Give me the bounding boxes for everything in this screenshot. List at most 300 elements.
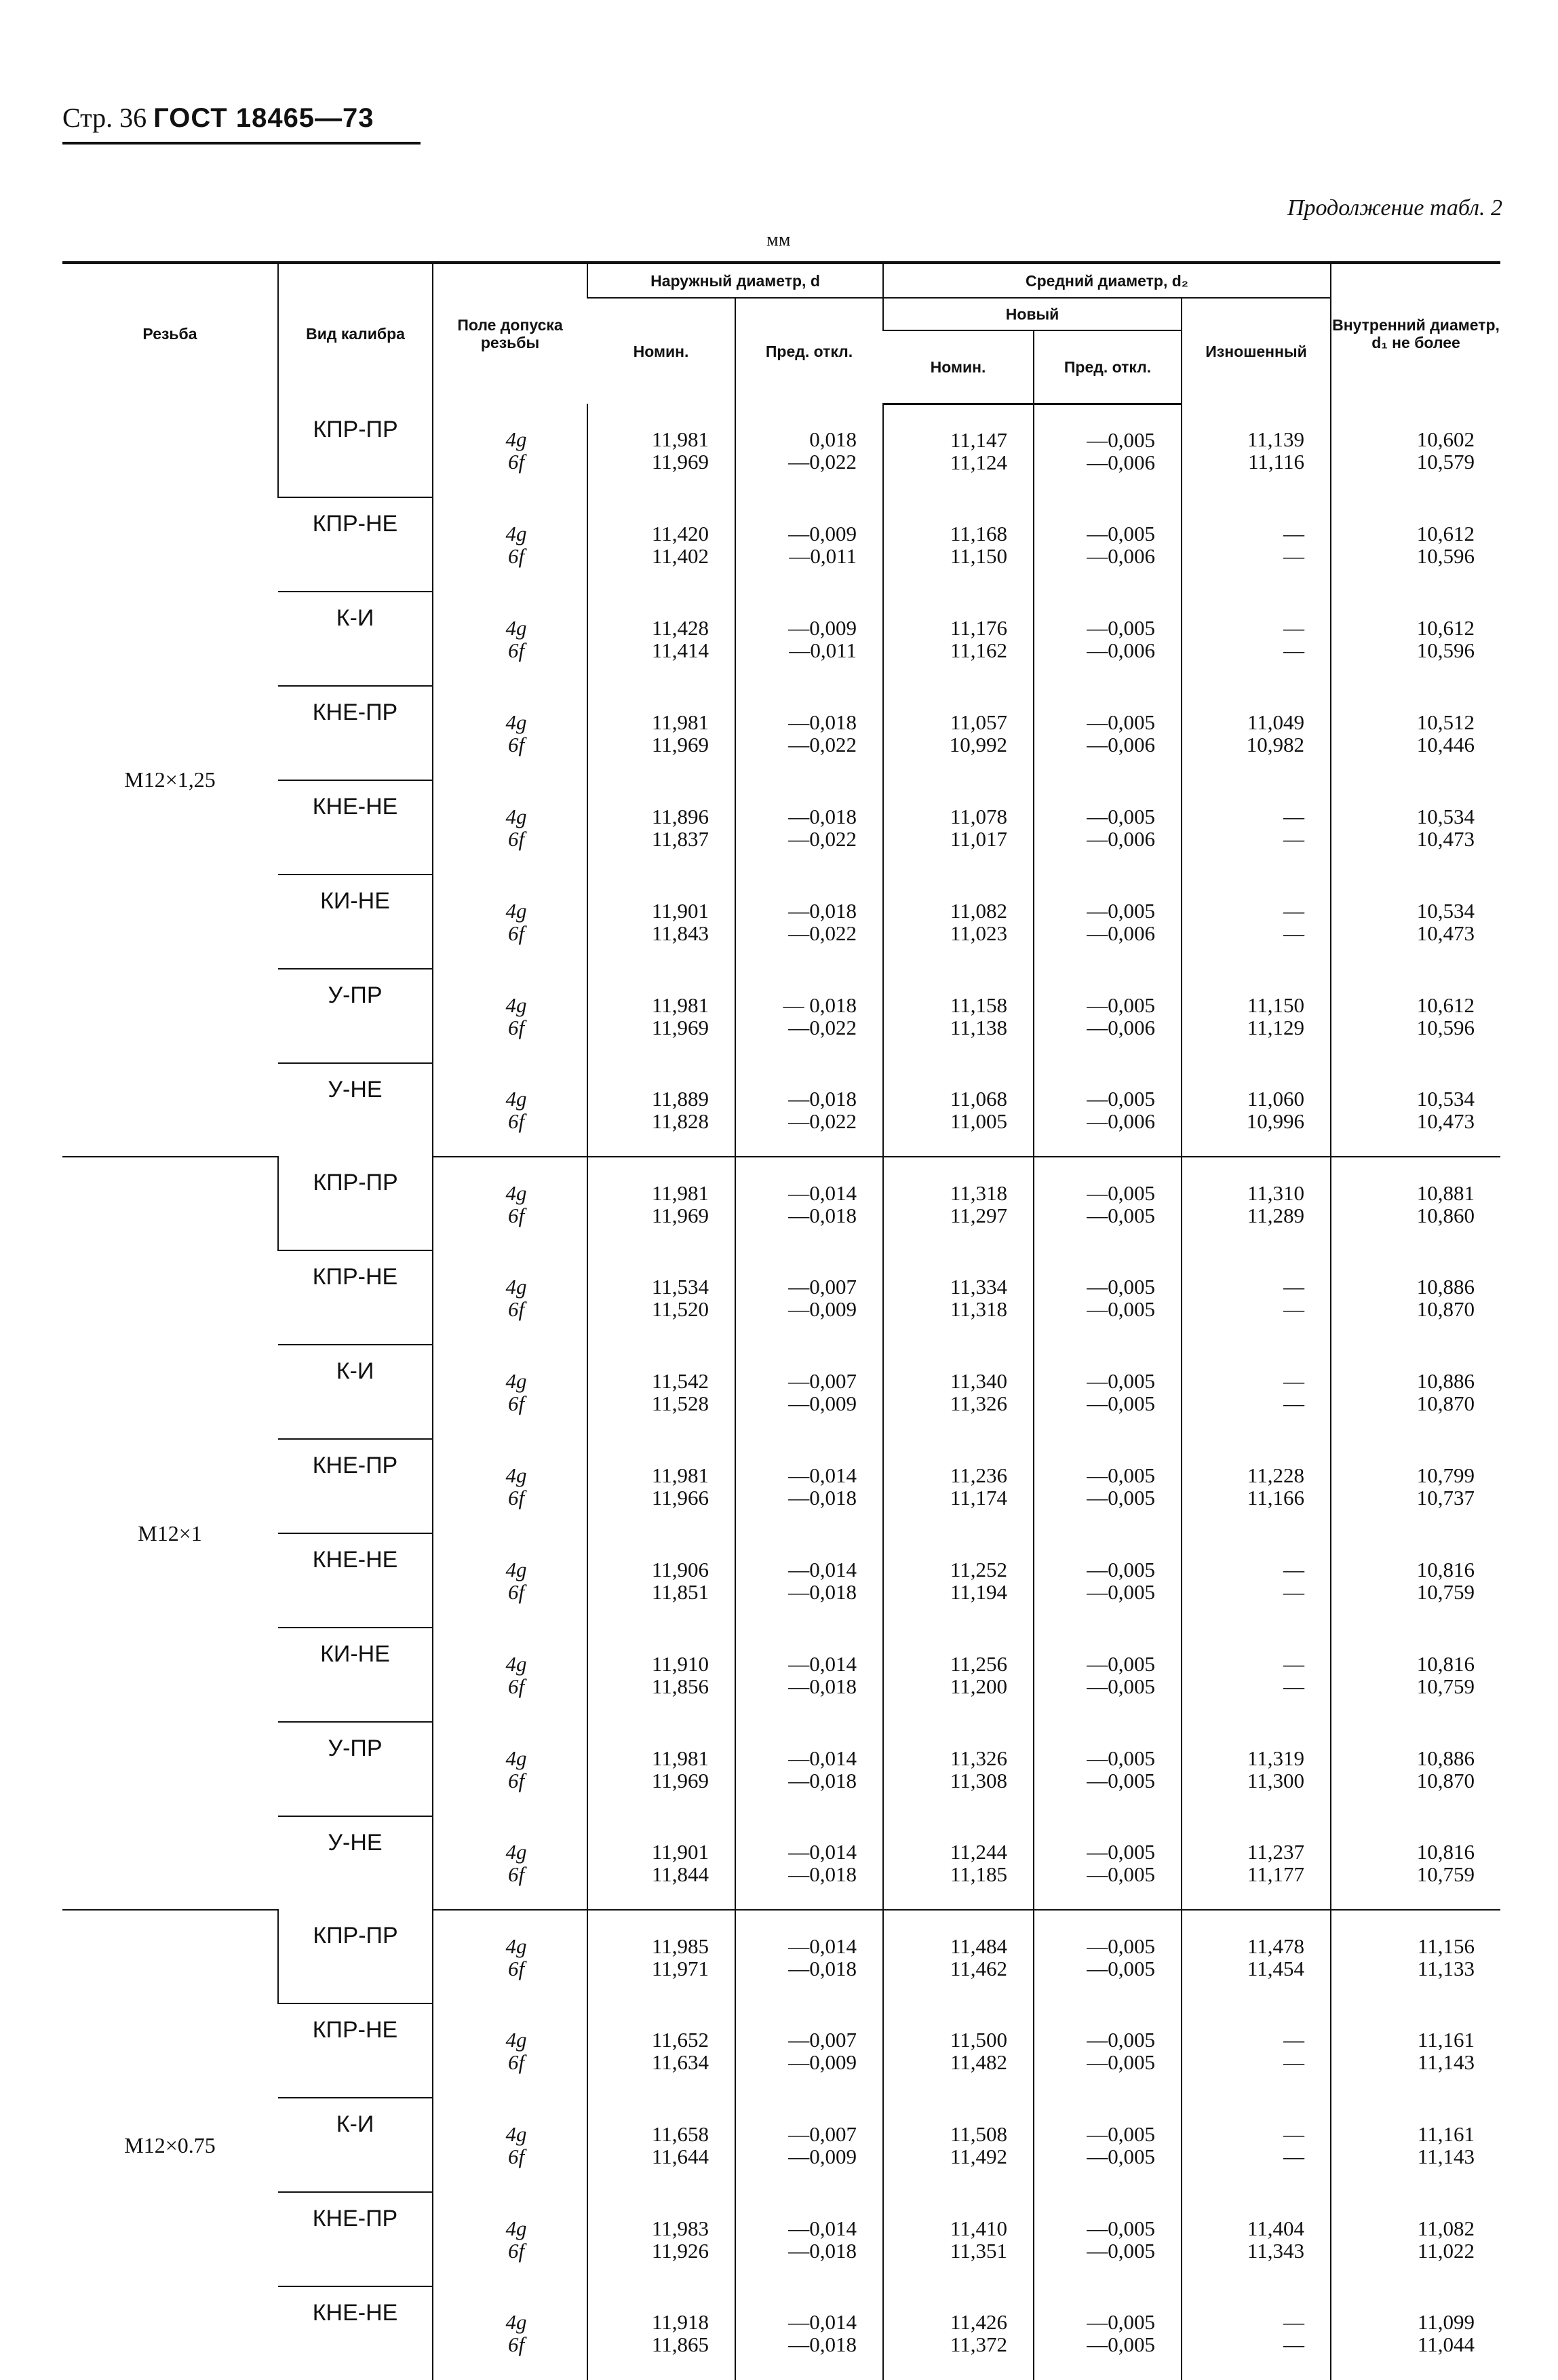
inner-diameter-value: 10,534 xyxy=(1416,1086,1475,1111)
pitch-nominal-cell xyxy=(883,1910,1034,2003)
tolerance-field-value: 6f xyxy=(507,450,525,474)
pitch-deviation-value: —0,005 xyxy=(1087,1086,1156,1111)
tolerance-field-value: 6f xyxy=(507,638,525,662)
pitch-deviation-cell xyxy=(1034,2003,1182,2098)
inner-diameter-value: 10,737 xyxy=(1416,1485,1475,1510)
outer-nominal-cell xyxy=(587,1910,735,2003)
header-outer-diameter: Наружный диаметр, d xyxy=(587,263,883,298)
pitch-deviation-value: —0,005 xyxy=(1087,1368,1156,1393)
pitch-worn-value: — xyxy=(1283,543,1305,568)
inner-diameter-value: 11,161 xyxy=(1417,2122,1475,2146)
pitch-worn-cell xyxy=(1182,1816,1331,1910)
outer-deviation-cell xyxy=(735,2192,883,2286)
header-worn: Изношенный xyxy=(1182,298,1331,404)
pitch-worn-value: 11,343 xyxy=(1247,2238,1305,2263)
outer-deviation-value: —0,018 xyxy=(788,1674,857,1698)
pitch-worn-value: — xyxy=(1283,826,1305,851)
pitch-deviation-value: —0,005 xyxy=(1087,1579,1156,1604)
outer-nominal-value: 11,658 xyxy=(651,2122,709,2146)
inner-diameter-cell xyxy=(1331,2098,1500,2192)
gauge-type-cell: У-НЕ xyxy=(278,1816,433,1910)
header-pitch-diameter: Средний диаметр, d₂ xyxy=(883,263,1331,298)
inner-diameter-value: 10,799 xyxy=(1416,1463,1475,1487)
tolerance-field-value: 4g xyxy=(505,2027,527,2052)
table-row xyxy=(62,497,1500,592)
outer-nominal-value: 11,901 xyxy=(651,898,709,923)
outer-nominal-value: 11,981 xyxy=(651,427,709,451)
tolerance-field-value: 4g xyxy=(505,1746,527,1770)
page-header xyxy=(62,102,421,145)
outer-deviation-value: —0,018 xyxy=(788,898,857,923)
tolerance-field-cell xyxy=(433,592,587,686)
table-row xyxy=(62,875,1500,969)
outer-deviation-value: —0,014 xyxy=(788,1651,857,1676)
inner-diameter-value: 11,156 xyxy=(1417,1934,1475,1958)
tolerance-field-value: 6f xyxy=(507,732,525,756)
pitch-worn-value: 11,049 xyxy=(1247,710,1305,734)
thread-designation: M12×1 xyxy=(62,1157,278,1910)
inner-diameter-cell xyxy=(1331,1250,1500,1345)
pitch-nominal-cell xyxy=(883,780,1034,875)
outer-nominal-value: 11,969 xyxy=(651,732,709,756)
tolerance-field-value: 4g xyxy=(505,804,527,828)
pitch-nominal-cell xyxy=(883,2192,1034,2286)
table-row xyxy=(62,2098,1500,2192)
pitch-deviation-cell xyxy=(1034,1816,1182,1910)
tolerance-field-value: 4g xyxy=(505,2310,527,2334)
pitch-worn-cell xyxy=(1182,1157,1331,1250)
outer-nominal-value: 11,644 xyxy=(651,2144,709,2168)
outer-deviation-value: —0,007 xyxy=(788,2122,857,2146)
tolerance-field-value: 4g xyxy=(505,1463,527,1487)
tolerance-field-cell xyxy=(433,686,587,780)
outer-deviation-cell xyxy=(735,404,883,497)
pitch-deviation-cell xyxy=(1034,2286,1182,2380)
pitch-nominal-value: 11,168 xyxy=(950,521,1008,545)
inner-diameter-cell xyxy=(1331,404,1500,497)
pitch-nominal-value: 11,351 xyxy=(950,2238,1008,2263)
pitch-deviation-value: —0,006 xyxy=(1087,921,1156,945)
pitch-deviation-cell xyxy=(1034,1157,1182,1250)
outer-deviation-cell xyxy=(735,780,883,875)
pitch-deviation-cell xyxy=(1034,497,1182,592)
tolerance-field-value: 4g xyxy=(505,1839,527,1864)
outer-nominal-value: 11,985 xyxy=(651,1934,709,1958)
tolerance-field-value: 6f xyxy=(507,2238,525,2263)
inner-diameter-value: 10,596 xyxy=(1416,543,1475,568)
tolerance-field-value: 6f xyxy=(507,1862,525,1886)
outer-nominal-value: 11,402 xyxy=(651,543,709,568)
page-number: Стр. 36 xyxy=(62,102,147,133)
pitch-deviation-value: —0,005 xyxy=(1087,710,1156,734)
tolerance-field-value: 4g xyxy=(505,1651,527,1676)
outer-nominal-value: 11,851 xyxy=(651,1579,709,1604)
inner-diameter-value: 10,816 xyxy=(1416,1651,1475,1676)
gauge-type-cell: У-ПР xyxy=(278,969,433,1063)
tolerance-field-cell xyxy=(433,875,587,969)
tolerance-field-value: 4g xyxy=(505,1557,527,1581)
outer-deviation-cell xyxy=(735,1722,883,1816)
pitch-nominal-value: 11,082 xyxy=(950,898,1008,923)
pitch-nominal-value: 11,508 xyxy=(950,2122,1008,2146)
pitch-deviation-cell xyxy=(1034,875,1182,969)
pitch-worn-value: 10,996 xyxy=(1246,1109,1305,1133)
tolerance-field-value: 4g xyxy=(505,1181,527,1205)
outer-nominal-value: 11,926 xyxy=(651,2238,709,2263)
tolerance-field-value: 4g xyxy=(505,1368,527,1393)
outer-deviation-value: —0,018 xyxy=(788,710,857,734)
pitch-nominal-value: 11,484 xyxy=(950,1934,1008,1958)
tolerance-field-cell xyxy=(433,2098,587,2192)
pitch-deviation-cell xyxy=(1034,404,1182,497)
outer-deviation-cell xyxy=(735,1910,883,2003)
outer-deviation-value: —0,022 xyxy=(788,1015,857,1039)
pitch-worn-cell xyxy=(1182,1063,1331,1157)
pitch-nominal-value: 11,194 xyxy=(950,1579,1008,1604)
pitch-worn-value: 11,060 xyxy=(1247,1086,1305,1111)
pitch-deviation-cell xyxy=(1034,1628,1182,1722)
gauge-type-cell: К-И xyxy=(278,592,433,686)
pitch-deviation-value: —0,005 xyxy=(1087,2144,1156,2168)
pitch-worn-value: — xyxy=(1283,615,1305,640)
pitch-nominal-value: 11,017 xyxy=(950,826,1008,851)
inner-diameter-value: 11,143 xyxy=(1417,2050,1475,2074)
inner-diameter-cell xyxy=(1331,592,1500,686)
outer-deviation-value: —0,014 xyxy=(788,1463,857,1487)
outer-nominal-value: 11,865 xyxy=(651,2333,709,2356)
outer-nominal-cell xyxy=(587,1533,735,1628)
outer-nominal-value: 11,634 xyxy=(651,2050,709,2074)
tolerance-field-value: 6f xyxy=(507,921,525,945)
table-row xyxy=(62,1816,1500,1910)
inner-diameter-value: 10,870 xyxy=(1416,1297,1475,1321)
inner-diameter-value: 10,473 xyxy=(1416,826,1475,851)
pitch-nominal-value: 11,462 xyxy=(950,1956,1008,1980)
pitch-worn-value: 11,150 xyxy=(1247,993,1305,1017)
pitch-worn-value: — xyxy=(1283,1674,1305,1698)
pitch-nominal-cell xyxy=(883,969,1034,1063)
outer-deviation-value: —0,009 xyxy=(788,615,857,640)
header-outer-deviation: Пред. откл. xyxy=(735,298,883,404)
pitch-nominal-value: 11,068 xyxy=(950,1086,1008,1111)
outer-deviation-value: —0,014 xyxy=(788,1557,857,1581)
outer-deviation-value: —0,022 xyxy=(788,1109,857,1133)
outer-deviation-value: —0,018 xyxy=(788,1579,857,1604)
outer-nominal-cell xyxy=(587,1345,735,1439)
thread-designation: M12×0.75 xyxy=(62,1910,278,2380)
pitch-deviation-cell xyxy=(1034,780,1182,875)
outer-nominal-cell xyxy=(587,592,735,686)
inner-diameter-cell xyxy=(1331,1533,1500,1628)
outer-nominal-value: 11,428 xyxy=(651,615,709,640)
pitch-nominal-value: 11,124 xyxy=(950,450,1008,474)
outer-nominal-value: 11,918 xyxy=(651,2310,709,2334)
outer-deviation-value: —0,011 xyxy=(789,543,857,568)
pitch-worn-value: 11,177 xyxy=(1247,1862,1305,1886)
pitch-worn-value: 11,228 xyxy=(1247,1463,1305,1487)
inner-diameter-cell xyxy=(1331,1439,1500,1533)
outer-deviation-value: —0,022 xyxy=(788,732,857,756)
pitch-worn-value: — xyxy=(1283,2333,1305,2356)
pitch-worn-cell xyxy=(1182,969,1331,1063)
pitch-worn-value: 11,166 xyxy=(1247,1485,1305,1510)
inner-diameter-value: 10,860 xyxy=(1416,1203,1475,1227)
outer-deviation-cell xyxy=(735,1439,883,1533)
outer-deviation-cell xyxy=(735,686,883,780)
pitch-worn-value: — xyxy=(1283,2027,1305,2052)
outer-nominal-value: 11,534 xyxy=(651,1274,709,1299)
pitch-worn-value: — xyxy=(1283,1579,1305,1604)
outer-deviation-value: —0,018 xyxy=(788,2238,857,2263)
pitch-worn-value: — xyxy=(1283,2310,1305,2334)
inner-diameter-value: 10,512 xyxy=(1416,710,1475,734)
pitch-worn-value: 11,129 xyxy=(1247,1015,1305,1039)
gauge-type-cell: КПР-НЕ xyxy=(278,1250,433,1345)
pitch-deviation-value: —0,005 xyxy=(1087,2050,1156,2074)
tolerance-field-value: 6f xyxy=(507,2144,525,2168)
outer-nominal-value: 11,981 xyxy=(651,710,709,734)
outer-deviation-value: —0,009 xyxy=(788,1297,857,1321)
tolerance-field-value: 6f xyxy=(507,1203,525,1227)
outer-deviation-value: —0,018 xyxy=(788,1862,857,1886)
pitch-worn-cell xyxy=(1182,1533,1331,1628)
tolerance-field-value: 6f xyxy=(507,1768,525,1792)
pitch-deviation-cell xyxy=(1034,1063,1182,1157)
tolerance-field-value: 6f xyxy=(507,1956,525,1980)
pitch-worn-value: 11,310 xyxy=(1247,1181,1305,1205)
inner-diameter-value: 10,596 xyxy=(1416,1015,1475,1039)
pitch-worn-value: 11,300 xyxy=(1247,1768,1305,1792)
outer-nominal-value: 11,828 xyxy=(651,1109,709,1133)
outer-deviation-value: —0,014 xyxy=(788,1839,857,1864)
outer-deviation-value: —0,009 xyxy=(788,2050,857,2074)
pitch-deviation-value: —0,005 xyxy=(1087,1746,1156,1770)
inner-diameter-value: 11,099 xyxy=(1417,2310,1475,2334)
outer-deviation-value: —0,014 xyxy=(788,2310,857,2334)
tolerance-field-value: 6f xyxy=(507,1674,525,1698)
outer-nominal-value: 11,843 xyxy=(651,921,709,945)
pitch-nominal-value: 11,174 xyxy=(950,1485,1008,1510)
table-row xyxy=(62,1157,1500,1250)
outer-deviation-value: —0,014 xyxy=(788,1934,857,1958)
pitch-deviation-value: —0,005 xyxy=(1087,2122,1156,2146)
pitch-nominal-value: 11,138 xyxy=(950,1015,1008,1039)
pitch-worn-value: 11,139 xyxy=(1247,427,1305,451)
pitch-nominal-value: 11,318 xyxy=(950,1297,1008,1321)
pitch-nominal-value: 11,340 xyxy=(950,1368,1008,1393)
pitch-worn-value: 11,454 xyxy=(1247,1956,1305,1980)
pitch-worn-cell xyxy=(1182,1345,1331,1439)
outer-nominal-cell xyxy=(587,1250,735,1345)
outer-nominal-value: 11,969 xyxy=(651,1768,709,1792)
unit-label: мм xyxy=(766,229,791,250)
inner-diameter-value: 10,886 xyxy=(1416,1274,1475,1299)
pitch-deviation-cell xyxy=(1034,1250,1182,1345)
inner-diameter-value: 11,143 xyxy=(1417,2144,1475,2168)
tolerance-field-value: 6f xyxy=(507,1391,525,1415)
thread-gauge-table xyxy=(62,261,1500,2380)
pitch-nominal-value: 11,158 xyxy=(950,993,1008,1017)
pitch-worn-value: 11,404 xyxy=(1247,2216,1305,2240)
tolerance-field-value: 4g xyxy=(505,427,527,451)
tolerance-field-cell xyxy=(433,969,587,1063)
pitch-worn-value: — xyxy=(1283,1391,1305,1415)
pitch-deviation-value: —0,005 xyxy=(1087,2027,1156,2052)
pitch-deviation-value: —0,005 xyxy=(1087,1181,1156,1205)
table-row xyxy=(62,1439,1500,1533)
pitch-worn-cell xyxy=(1182,1722,1331,1816)
tolerance-field-cell xyxy=(433,1439,587,1533)
header-inner-diameter: Внутренний диаметр, d₁ не более xyxy=(1331,263,1500,404)
tolerance-field-value: 4g xyxy=(505,710,527,734)
tolerance-field-value: 4g xyxy=(505,898,527,923)
outer-nominal-value: 11,889 xyxy=(651,1086,709,1111)
inner-diameter-value: 10,446 xyxy=(1416,732,1475,756)
outer-deviation-value: — 0,018 xyxy=(783,993,857,1017)
tolerance-field-cell xyxy=(433,1250,587,1345)
pitch-nominal-value: 11,236 xyxy=(950,1463,1008,1487)
outer-nominal-value: 11,420 xyxy=(651,521,709,545)
outer-deviation-value: —0,018 xyxy=(788,1485,857,1510)
pitch-worn-value: — xyxy=(1283,898,1305,923)
pitch-deviation-value: —0,005 xyxy=(1087,427,1156,452)
pitch-worn-cell xyxy=(1182,1628,1331,1722)
tolerance-field-value: 4g xyxy=(505,1934,527,1958)
inner-diameter-cell xyxy=(1331,1628,1500,1722)
table-row xyxy=(62,1250,1500,1345)
pitch-worn-cell xyxy=(1182,1439,1331,1533)
inner-diameter-cell xyxy=(1331,1157,1500,1250)
pitch-deviation-value: —0,005 xyxy=(1087,1862,1156,1886)
tolerance-field-cell xyxy=(433,2003,587,2098)
tolerance-field-cell xyxy=(433,1345,587,1439)
table-row xyxy=(62,1722,1500,1816)
outer-deviation-cell xyxy=(735,1628,883,1722)
pitch-nominal-cell xyxy=(883,2098,1034,2192)
outer-deviation-cell xyxy=(735,1157,883,1250)
outer-deviation-value: —0,022 xyxy=(788,826,857,851)
pitch-deviation-value: —0,005 xyxy=(1087,1463,1156,1487)
thread-designation: M12×1,25 xyxy=(124,767,216,792)
outer-nominal-value: 11,983 xyxy=(651,2216,709,2240)
outer-deviation-value: —0,014 xyxy=(788,1181,857,1205)
tolerance-field-cell xyxy=(433,1533,587,1628)
outer-nominal-value: 11,966 xyxy=(651,1485,709,1510)
header-gauge-type: Вид калибра xyxy=(278,263,433,404)
inner-diameter-cell xyxy=(1331,1816,1500,1910)
pitch-worn-value: 11,478 xyxy=(1247,1934,1305,1958)
outer-deviation-cell xyxy=(735,2098,883,2192)
pitch-worn-value: — xyxy=(1283,1557,1305,1581)
outer-deviation-value: 0,018 xyxy=(809,427,857,451)
pitch-deviation-value: —0,005 xyxy=(1087,898,1156,923)
outer-nominal-value: 11,971 xyxy=(651,1956,709,1980)
outer-nominal-value: 11,901 xyxy=(651,1839,709,1864)
pitch-worn-value: 11,319 xyxy=(1247,1746,1305,1770)
inner-diameter-value: 10,759 xyxy=(1416,1862,1475,1886)
pitch-deviation-value: —0,005 xyxy=(1087,615,1156,640)
tolerance-field-cell xyxy=(433,2192,587,2286)
inner-diameter-value: 10,579 xyxy=(1416,450,1475,474)
pitch-nominal-cell xyxy=(883,1628,1034,1722)
outer-nominal-cell xyxy=(587,1628,735,1722)
outer-nominal-cell xyxy=(587,686,735,780)
outer-deviation-cell xyxy=(735,875,883,969)
outer-deviation-cell xyxy=(735,497,883,592)
pitch-deviation-value: —0,006 xyxy=(1087,1109,1156,1133)
outer-nominal-value: 11,981 xyxy=(651,1463,709,1487)
pitch-deviation-value: —0,005 xyxy=(1087,1839,1156,1864)
pitch-deviation-value: —0,005 xyxy=(1087,1557,1156,1581)
table-row xyxy=(62,2003,1500,2098)
pitch-worn-value: 11,116 xyxy=(1248,450,1305,474)
tolerance-field-cell xyxy=(433,2286,587,2380)
outer-deviation-cell xyxy=(735,592,883,686)
pitch-deviation-cell xyxy=(1034,969,1182,1063)
outer-deviation-value: —0,018 xyxy=(788,1086,857,1111)
pitch-worn-cell xyxy=(1182,592,1331,686)
pitch-nominal-cell xyxy=(883,1157,1034,1250)
pitch-worn-cell xyxy=(1182,1250,1331,1345)
pitch-worn-cell xyxy=(1182,2098,1331,2192)
pitch-deviation-value: —0,005 xyxy=(1087,1391,1156,1415)
gauge-type-cell: КПР-ПР xyxy=(278,1157,433,1250)
pitch-worn-cell xyxy=(1182,404,1331,497)
pitch-deviation-cell xyxy=(1034,686,1182,780)
pitch-worn-value: 11,289 xyxy=(1247,1203,1305,1227)
pitch-nominal-value: 11,162 xyxy=(950,638,1008,662)
pitch-deviation-cell xyxy=(1034,2098,1182,2192)
inner-diameter-value: 10,816 xyxy=(1416,1839,1475,1864)
pitch-deviation-value: —0,006 xyxy=(1087,732,1156,756)
pitch-nominal-cell xyxy=(883,1722,1034,1816)
pitch-nominal-cell xyxy=(883,592,1034,686)
outer-deviation-value: —0,007 xyxy=(788,2027,857,2052)
inner-diameter-cell xyxy=(1331,1910,1500,2003)
outer-deviation-value: —0,018 xyxy=(788,1956,857,1980)
pitch-deviation-value: —0,006 xyxy=(1087,450,1156,474)
outer-nominal-value: 11,969 xyxy=(651,1015,709,1039)
pitch-deviation-value: —0,005 xyxy=(1087,2333,1156,2356)
outer-deviation-value: —0,022 xyxy=(788,450,857,474)
outer-nominal-value: 11,969 xyxy=(651,450,709,474)
pitch-nominal-cell xyxy=(883,875,1034,969)
outer-deviation-cell xyxy=(735,2286,883,2380)
pitch-nominal-cell xyxy=(883,1816,1034,1910)
tolerance-field-cell xyxy=(433,1816,587,1910)
outer-nominal-value: 11,981 xyxy=(651,993,709,1017)
gauge-type-cell: КНЕ-ПР xyxy=(278,686,433,780)
pitch-nominal-value: 11,334 xyxy=(950,1274,1008,1299)
tolerance-field-value: 6f xyxy=(507,543,525,568)
tolerance-field-value: 6f xyxy=(507,1579,525,1604)
outer-nominal-value: 11,414 xyxy=(651,638,709,662)
table-row xyxy=(62,1533,1500,1628)
inner-diameter-value: 10,473 xyxy=(1416,1109,1475,1133)
pitch-nominal-value: 11,426 xyxy=(950,2310,1008,2334)
gauge-type-cell: КНЕ-НЕ xyxy=(278,2286,433,2380)
tolerance-field-value: 6f xyxy=(507,1109,525,1133)
gauge-type-cell: КПР-ПР xyxy=(278,404,433,497)
tolerance-field-value: 4g xyxy=(505,1274,527,1299)
inner-diameter-value: 11,082 xyxy=(1417,2216,1475,2240)
tolerance-field-value: 6f xyxy=(507,826,525,851)
inner-diameter-cell xyxy=(1331,875,1500,969)
outer-nominal-cell xyxy=(587,2098,735,2192)
pitch-nominal-value: 11,308 xyxy=(950,1768,1008,1792)
pitch-nominal-value: 11,023 xyxy=(950,921,1008,945)
inner-diameter-value: 11,022 xyxy=(1417,2238,1475,2263)
